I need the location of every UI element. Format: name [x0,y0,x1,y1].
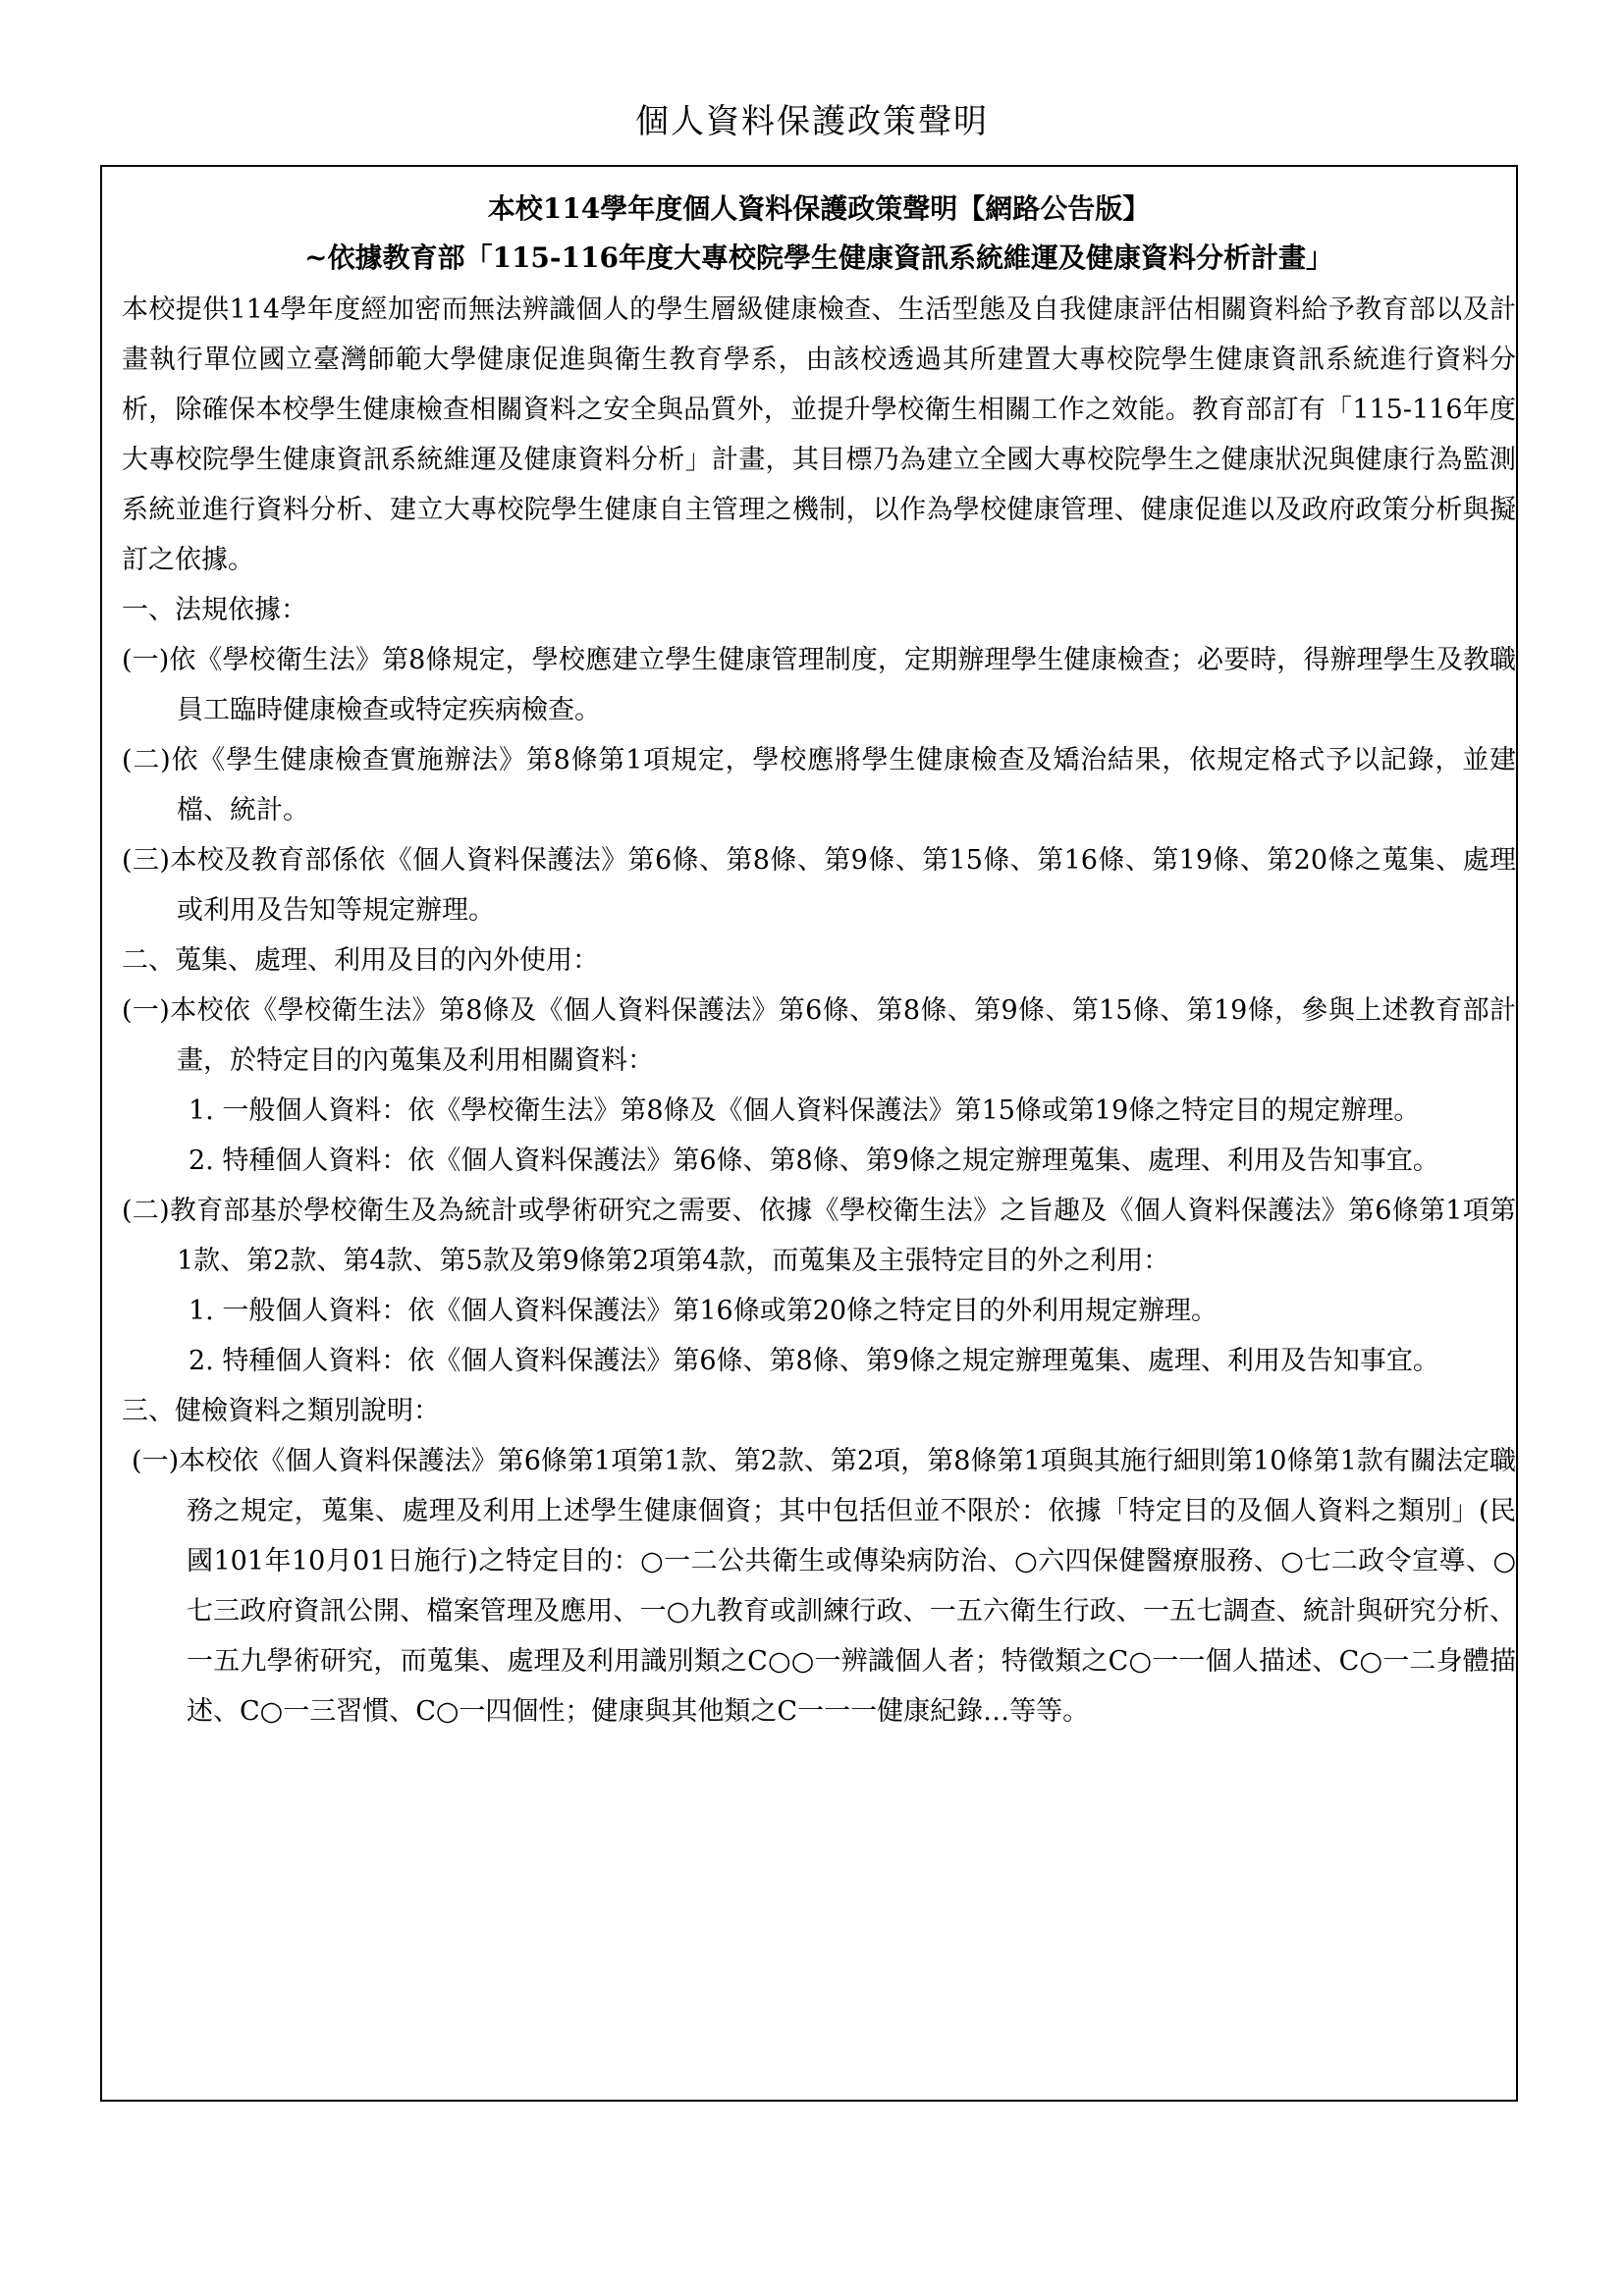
section-1-item-3: (三)本校及教育部係依《個人資料保護法》第6條、第8條、第9條、第15條、第16條、第19條、第20條之蒐集、處理或利用及告知等規定辦理。 [122,845,1516,926]
section-2-item-2: (二)教育部基於學校衛生及為統計或學術研究之需要、依據《學校衛生法》之旨趣及《個人資料保護法》第6條第1項第1款、第2款、第4款、第5款及第9條第2項第4款，而蒐集及主張特定目的外之利用： [122,1196,1516,1276]
intro-paragraph: 本校提供114學年度經加密而無法辨識個人的學生層級健康檢查、生活型態及自我健康評估相關資料給予教育部以及計畫執行單位國立臺灣師範大學健康促進與衛生教育學系，由該校透過其所建置大專校院學生健康資訊系統進行資料分析，除確保本校學生健康檢查相關資料之安全與品質外，並提升學校衛生相關工作之效能。教育部訂有「115-116年度大專校院學生健康資訊系統維運及健康資料分析」計畫，其目標乃為建立全國大專校院學生之健康狀況與健康行為監測系統並進行資料分析、建立大專校院學生健康自主管理之機制，以作為學校健康管理、健康促進以及政府政策分析與擬訂之依據。 [122,294,1516,575]
section-1-title: 一、法規依據： [122,595,307,625]
document-heading: 本校114學年度個人資料保護政策聲明【網路公告版】 [487,192,1151,225]
section-1-item-1: (一)依《學校衛生法》第8條規定，學校應建立學生健康管理制度，定期辦理學生健康檢查；必要時，得辦理學生及教職員工臨時健康檢查或特定疾病檢查。 [122,645,1516,725]
document-content [122,185,1516,1736]
section-2-item-2-sub-2: 2. 特種個人資料：依《個人資料保護法》第6條、第8條、第9條之規定辦理蒐集、處理、利用及告知事宜。 [189,1346,1439,1376]
section-2-item-1-sub-1: 1. 一般個人資料：依《學校衛生法》第8條及《個人資料保護法》第15條或第19條之特定目的規定辦理。 [189,1095,1421,1126]
section-2-item-2-sub-1: 1. 一般個人資料：依《個人資料保護法》第16條或第20條之特定目的外利用規定辦理。 [189,1296,1218,1326]
section-3-item-1: (一)本校依《個人資料保護法》第6條第1項第1款、第2款、第2項，第8條第1項與其施行細則第10條第1款有關法定職務之規定，蒐集、處理及利用上述學生健康個資；其中包括但並不限於：依據「特定目的及個人資料之類別」(民國101年10月01日施行)之特定目的：○一二公共衛生或傳染病防治、○六四保健醫療服務、○七二政令宣導、○七三政府資訊公開、檔案管理及應用、一○九教育或訓練行政、一五六衛生行政、一五七調查、統計與研究分析、一五九學術研究，而蒐集、處理及利用識別類之C○○一辨識個人者；特徵類之C○一一個人描述、C○一二身體描述、C○一三習慣、C○一四個性；健康與其他類之C一一一健康紀錄…等等。 [132,1446,1516,1727]
section-3-title: 三、健檢資料之類別說明： [122,1396,440,1426]
section-1-item-2: (二)依《學生健康檢查實施辦法》第8條第1項規定，學校應將學生健康檢查及矯治結果，依規定格式予以記錄，並建檔、統計。 [122,745,1516,826]
section-2-title: 二、蒐集、處理、利用及目的內外使用： [122,945,599,976]
section-2-item-1: (一)本校依《學校衛生法》第8條及《個人資料保護法》第6條、第8條、第9條、第15條、第19條，參與上述教育部計畫，於特定目的內蒐集及利用相關資料： [122,995,1516,1076]
document-subheading: ~依據教育部「115-116年度大專校院學生健康資訊系統維運及健康資料分析計畫」 [304,241,1333,274]
page-title: 個人資料保護政策聲明 [635,102,989,141]
section-2-item-1-sub-2: 2. 特種個人資料：依《個人資料保護法》第6條、第8條、第9條之規定辦理蒐集、處理、利用及告知事宜。 [189,1146,1439,1176]
